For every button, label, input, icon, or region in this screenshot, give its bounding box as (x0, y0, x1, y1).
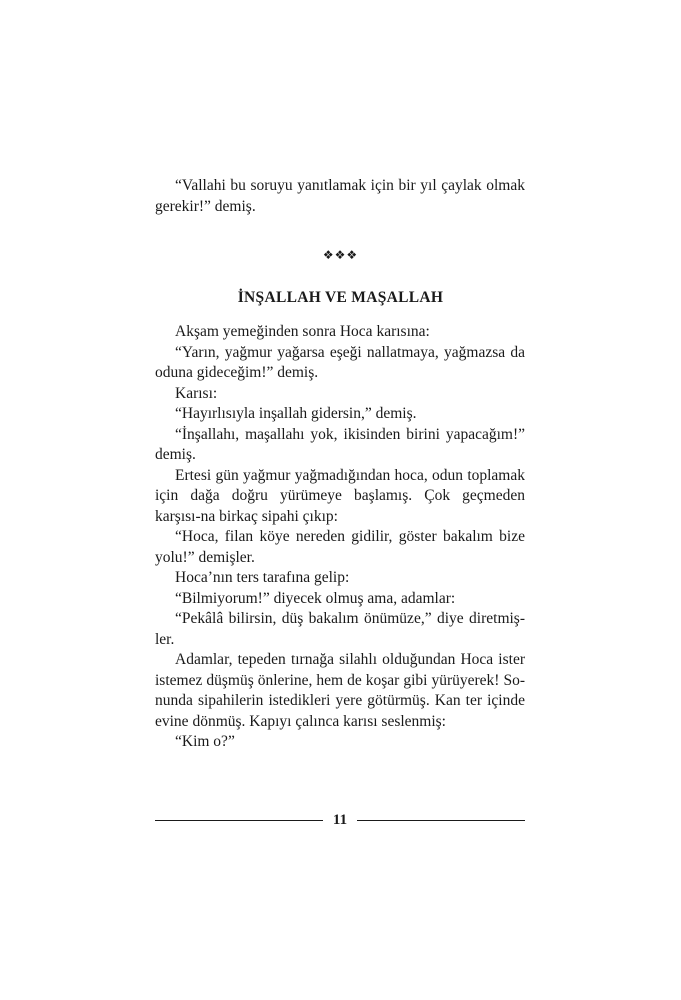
paragraph (155, 568, 525, 589)
text-line: “Pekâlâ bilirsin, düş bakalım önümüze,” diye diretmiş- (175, 610, 525, 627)
paragraph (155, 176, 525, 217)
page-number: 11 (332, 811, 348, 828)
paragraph (155, 589, 525, 610)
text-line: na birkaç sipahi çıkıp: (200, 507, 338, 525)
paragraph (155, 732, 525, 753)
text-line: istemez düşmüş önlerine, hem de koşar gibi yürüyerek! So- (155, 671, 525, 689)
paragraph (155, 650, 525, 732)
text-line: “Kim o?” (175, 733, 235, 750)
page-footer (155, 810, 525, 830)
paragraph (155, 404, 525, 425)
text-line: demiş. (155, 446, 196, 463)
text-line: “Bilmiyorum!” diyecek olmuş ama, adamlar: (175, 589, 456, 607)
text-line: “Hoca, filan köye nereden gidilir, göster bakalım bize (175, 528, 525, 545)
text-line: nunda sipahilerin istedikleri yere götürmüş. Kan ter içinde (155, 692, 525, 709)
text-line: oduna gideceğim!” demiş. (155, 364, 319, 381)
paragraph (155, 384, 525, 405)
text-line: Hoca’nın ters tarafına gelip: (175, 569, 350, 586)
text-line: yolu!” demişler. (155, 548, 255, 566)
section-ornament: ❖❖❖ (322, 248, 359, 262)
text-line: gerekir!” demiş. (155, 197, 256, 215)
text-line: “Yarın, yağmur yağarsa eşeği nallatmaya, yağmazsa da (175, 343, 525, 361)
paragraph (155, 322, 525, 343)
text-line: evine dönmüş. Kapıyı çalınca karısı seslenmiş: (155, 712, 446, 730)
paragraph (155, 609, 525, 650)
text-line: Ertesi gün yağmur yağmadığından hoca, odun toplamak (175, 466, 525, 484)
text-line: Karısı: (175, 384, 218, 402)
paragraph (155, 425, 525, 466)
text-line: Akşam yemeğinden sonra Hoca karısına: (175, 323, 430, 340)
paragraph (155, 466, 525, 528)
text-line: “Vallahi bu soruyu yanıtlamak için bir yıl çaylak olmak (175, 177, 525, 194)
story-body (155, 322, 525, 753)
text-line: “İnşallahı, maşallahı yok, ikisinden birini yapacağım!” (175, 425, 525, 443)
paragraph (155, 527, 525, 568)
text-line: için dağa doğru yürümeye başlamış. Çok geçmeden karşısı- (155, 487, 525, 525)
text-line: ler. (155, 630, 175, 648)
story-title: İNŞALLAH VE MAŞALLAH (237, 289, 444, 306)
text-line: Adamlar, tepeden tırnağa silahlı olduğundan Hoca ister (175, 651, 525, 668)
footer-rule-left (155, 820, 323, 821)
text-line: “Hayırlısıyla inşallah gidersin,” demiş. (175, 405, 417, 422)
paragraph (155, 343, 525, 384)
footer-rule-right (357, 820, 525, 821)
intro-paragraph (155, 176, 525, 217)
